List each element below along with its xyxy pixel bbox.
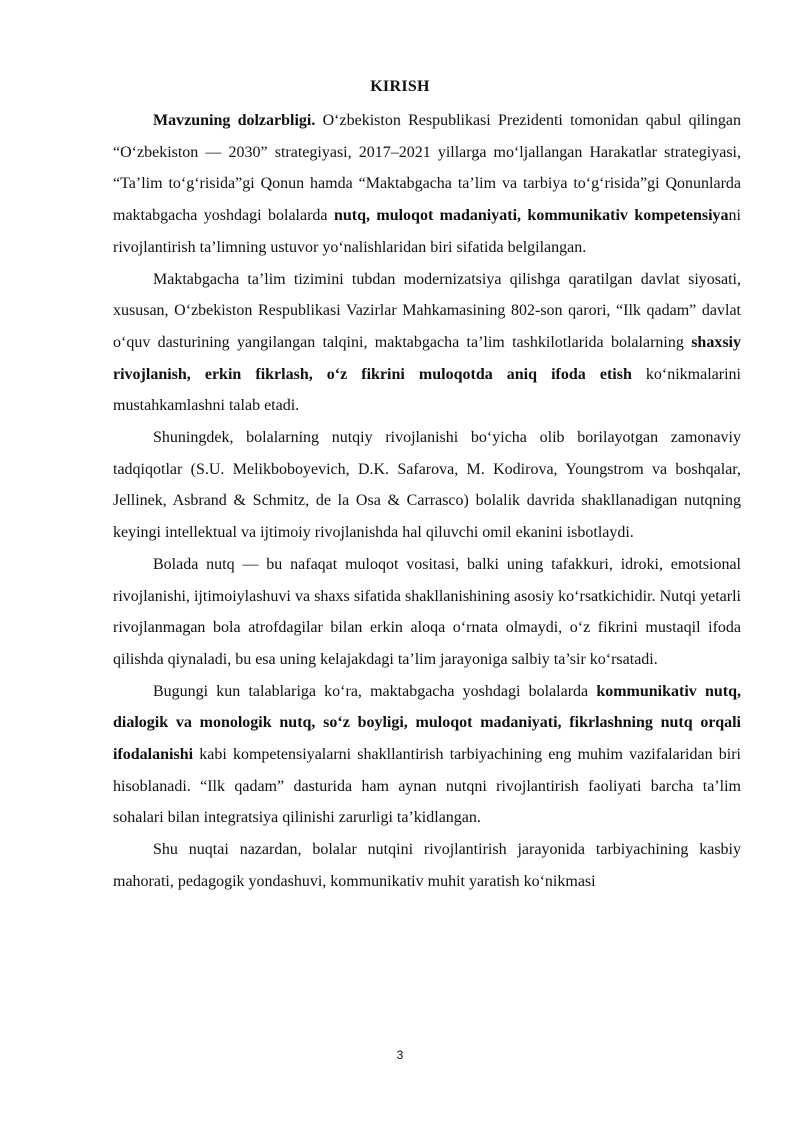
paragraph-text: O‘zbekiston Respublikasi Prezidenti tomonidan qabul qilingan “O‘zbekiston — 2030” strategiyasi, 2017–2021 yillarga mo‘ljallangan Harakatlar strategiyasi, “Ta’lim to‘g‘risida”gi Qonun hamda “Maktabgacha ta’lim va tarbiya to‘g‘risida”gi Qonunlarda maktabgacha yoshdagi bolalarda	[113, 112, 742, 225]
emphasis-text: nutq, muloqot madaniyati, kommunikativ kompetensiya	[333, 207, 729, 225]
paragraph-research: Shuningdek, bolalarning nutqiy rivojlanishi bo‘yicha olib borilayotgan zamonaviy tadqiqotlar (S.U. Melikboboyevich, D.K. Safarova, M. Kodirova, Youngstrom va boshqalar, Jellinek, Asbrand & Schmitz, de la Osa & Carrasco) bolalik davrida shakllanadigan nutqning keyingi intellektual va ijtimoiy rivojlanishda hal qiluvchi omil ekanini isbotlaydi.	[113, 429, 741, 542]
paragraph-text: kabi kompetensiyalarni shakllantirish tarbiyachining eng muhim vazifalaridan biri hisoblanadi. “Ilk qadam” dasturida ham aynan nutqni rivojlantirish faoliyati barcha ta’lim sohalari bilan integratsiya qilinishi zarurligi ta’kidlangan.	[113, 746, 741, 827]
body-text	[113, 105, 741, 898]
paragraph-text: ko‘nikmalarini mustahkamlashni talab etadi.	[113, 365, 741, 415]
section-heading: KIRISH	[370, 78, 430, 95]
paragraph-relevance	[113, 105, 741, 264]
paragraph-speech-role: Bolada nutq — bu nafaqat muloqot vositasi, balki uning tafakkuri, idroki, emotsional rivojlanishi, ijtimoiylashuvi va shaxs sifatida shakllanishining asosiy ko‘rsatkichidir. Nutqi yetarli rivojlanmagan bola atrofdagilar bilan erkin aloqa o‘rnata olmaydi, o‘z fikrini mustaqil ifoda qilishda qiynaladi, bu esa uning kelajakdagi ta’lim jarayoniga salbiy ta’sir ko‘rsatadi.	[113, 555, 741, 668]
page-number: 3	[396, 1048, 404, 1062]
paragraph-text: ni rivojlantirish ta’limning ustuvor yo‘nalishlaridan biri sifatida belgilangan.	[113, 207, 741, 256]
paragraph-policy	[113, 264, 741, 423]
emphasis-text: kommunikativ nutq, dialogik va monologik nutq, so‘z boyligi, muloqot madaniyati, fikrlashning nutq orqali ifodalanishi	[113, 682, 741, 764]
paragraph-perspective: Shu nuqtai nazardan, bolalar nutqini rivojlantirish jarayonida tarbiyachining kasbiy mahorati, pedagogik yondashuvi, kommunikativ muhit yaratish ko‘nikmasi	[113, 841, 741, 890]
paragraph-text: Maktabgacha ta’lim tizimini tubdan modernizatsiya qilishga qaratilgan davlat siyosati, xususan, O‘zbekiston Respublikasi Vazirlar Mahkamasining 802-son qarori, “Ilk qadam” davlat o‘quv dasturining yangilangan talqini, maktabgacha ta’lim tashkilotlarida bolalarning	[113, 270, 741, 351]
emphasis-text: shaxsiy rivojlanish, erkin fikrlash, o‘z fikrini muloqotda aniq ifoda etish	[113, 333, 741, 383]
lead-term: Mavzuning dolzarbligi.	[153, 112, 316, 129]
paragraph-text: Bugungi kun talablariga ko‘ra, maktabgacha yoshdagi bolalarda	[153, 682, 597, 700]
paragraph-competencies	[113, 676, 741, 835]
